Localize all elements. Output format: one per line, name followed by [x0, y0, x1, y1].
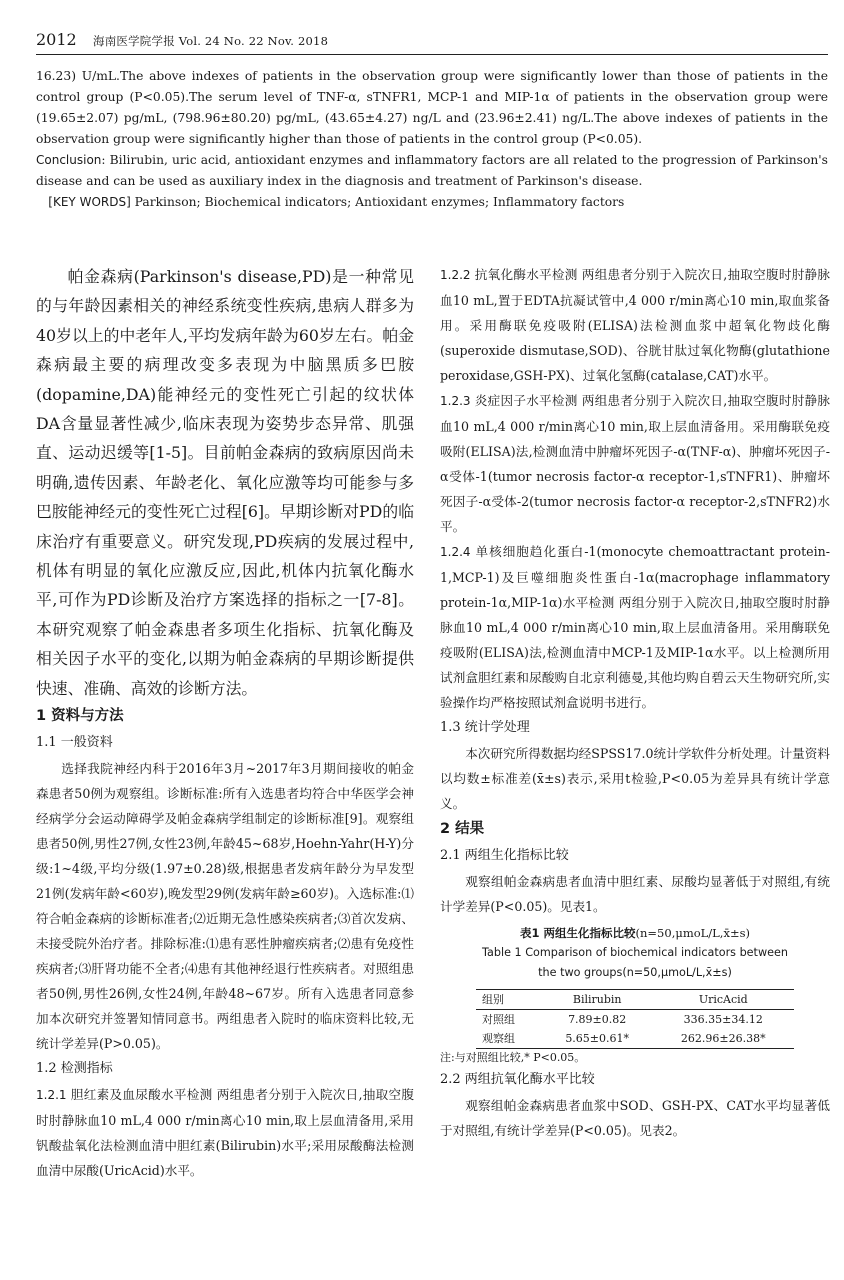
section-1-2-2 — [440, 262, 830, 388]
section-1-3-title: 1.3 统计学处理 — [440, 720, 530, 735]
page-header — [36, 30, 828, 55]
table-cell: 5.65±0.61* — [565, 1032, 630, 1045]
section-1-3-text: 本次研究所得数据均经SPSS17.0统计学软件分析处理。计量资料以均数±标准差(x̄±s)表示,采用t检验,P<0.05为差异具有统计学意义。 — [440, 746, 830, 811]
right-column — [440, 262, 830, 1143]
abstract — [36, 66, 828, 213]
abstract-results: 16.23) U/mL.The above indexes of patients in the observation group were significantly lower than those of patients in the control group (P<0.05).The serum level of TNF-α, sTNFR1, MCP-1 and MIP-1α of patients in the observation group were (19.65±2.07) pg/mL, (798.96±80.20) pg/mL, (43.65±4.27) ng/L and (23.96±2.41) ng/L.The above indexes of patients in the observation group were significantly higher than those of patients in the control group (P<0.05). — [36, 69, 828, 146]
section-1-title: 1 资料与方法 — [36, 708, 124, 725]
section-2-1-title: 2.1 两组生化指标比较 — [440, 848, 569, 863]
table-1-caption — [440, 923, 830, 943]
table-header-cell: UricAcid — [698, 993, 748, 1006]
table-row — [476, 1029, 794, 1049]
journal-info: 海南医学院学报 Vol. 24 No. 22 Nov. 2018 — [93, 34, 329, 48]
left-column — [36, 262, 414, 1183]
section-2-1-text: 观察组帕金森病患者血清中胆红素、尿酸均显著低于对照组,有统计学差异(P<0.05)。见表1。 — [440, 874, 830, 914]
section-2-2-title: 2.2 两组抗氧化酶水平比较 — [440, 1072, 595, 1087]
table-header-cell: Bilirubin — [572, 993, 622, 1006]
table-header-cell: 组别 — [482, 993, 504, 1006]
table-cell: 336.35±34.12 — [683, 1013, 763, 1026]
table-1-caption-label: 表1 两组生化指标比较 — [520, 926, 636, 940]
table-1-caption-unit: (n=50,μmoL/L,x̄±s) — [635, 926, 750, 940]
table-1-caption-en-1: Table 1 Comparison of biochemical indicators between — [482, 946, 788, 959]
table-1 — [476, 989, 794, 1049]
conclusion-label: Conclusion — [36, 153, 102, 167]
table-row — [476, 1010, 794, 1030]
section-1-2-1-text: 胆红素及血尿酸水平检测 两组患者分别于入院次日,抽取空腹时肘静脉血10 mL,4 000 r/min离心10 min,取上层血清备用,采用钒酸盐氧化法检测血清中胆红素(Bilirubin)水平;采用尿酸酶法检测血清中尿酸(UricAcid)水平。 — [36, 1087, 414, 1179]
table-1-note: 注:与对照组比较,* P<0.05。 — [440, 1051, 586, 1064]
table-1-caption-en-2: the two groups(n=50,μmoL/L,x̄±s) — [538, 966, 732, 979]
section-1-2-4 — [440, 539, 830, 715]
keywords-text: Parkinson; Biochemical indicators; Antioxidant enzymes; Inflammatory factors — [130, 195, 625, 209]
section-1-1-title: 1.1 一般资料 — [36, 735, 113, 751]
section-1-2-2-number: 1.2.2 — [440, 268, 471, 282]
table-cell: 观察组 — [482, 1032, 515, 1045]
section-1-2-3 — [440, 388, 830, 539]
table-cell: 7.89±0.82 — [568, 1013, 627, 1026]
section-1-2-4-number: 1.2.4 — [440, 545, 471, 559]
table-header-row — [476, 990, 794, 1010]
table-cell: 对照组 — [482, 1013, 515, 1026]
section-1-2-3-number: 1.2.3 — [440, 394, 471, 408]
table-cell: 262.96±26.38* — [680, 1032, 766, 1045]
section-1-2-2-text: 抗氧化酶水平检测 两组患者分别于入院次日,抽取空腹时肘静脉血10 mL,置于EDTA抗凝试管中,4 000 r/min离心10 min,取血浆备用。采用酶联免疫吸附(ELISA)法检测血浆中超氧化物歧化酶(superoxide dismutase,SOD)、谷胱甘肽过氧化物酶(glutathione peroxidase,GSH-PX)、过氧化氢酶(catalase,CAT)水平。 — [440, 267, 830, 383]
intro-paragraph: 帕金森病(Parkinson's disease,PD)是一种常见的与年龄因素相关的神经系统变性疾病,患病人群多为40岁以上的中老年人,平均发病年龄为60岁左右。帕金森病最主要的病理改变多表现为中脑黑质多巴胺(dopamine,DA)能神经元的变性死亡引起的纹状体DA含量显著性减少,临床表现为姿势步态异常、肌强直、运动迟缓等[1-5]。目前帕金森病的致病原因尚未明确,遗传因素、年龄老化、氧化应激等均可能参与多巴胺能神经元的变性死亡过程[6]。早期诊断对PD的临床治疗有重要意义。研究发现,PD疾病的发展过程中,机体有明显的氧化应激反应,因此,机体内抗氧化酶水平,可作为PD诊断及治疗方案选择的指标之一[7-8]。本研究观察了帕金森患者多项生化指标、抗氧化酶及相关因子水平的变化,以期为帕金森病的早期诊断提供快速、准确、高效的诊断方法。 — [36, 267, 414, 698]
keywords-label: [KEY WORDS] — [48, 195, 131, 209]
section-1-2-1 — [36, 1082, 414, 1183]
section-2-2-text: 观察组帕金森病患者血浆中SOD、GSH-PX、CAT水平均显著低于对照组,有统计学差异(P<0.05)。见表2。 — [440, 1098, 830, 1138]
section-1-2-1-number: 1.2.1 — [36, 1088, 67, 1103]
section-1-2-3-text: 炎症因子水平检测 两组患者分别于入院次日,抽取空腹时肘静脉血10 mL,4 000 r/min离心10 min,取上层血清备用。采用酶联免疫吸附(ELISA)法,检测血清中肿瘤坏死因子-α(TNF-α)、肿瘤坏死因子-α受体-1(tumor necrosis factor-α receptor-1,sTNFR1)、肿瘤坏死因子-α受体-2(tumor necrosis factor-α receptor-2,sTNFR2)水平。 — [440, 393, 830, 534]
abstract-conclusion — [36, 150, 828, 192]
keywords — [36, 192, 828, 213]
section-1-1-text: 选择我院神经内科于2016年3月~2017年3月期间接收的帕金森患者50例为观察组。诊断标准:所有入选患者均符合中华医学会神经病学分会运动障碍学及帕金森病学组制定的诊断标准[9]。观察组患者50例,男性27例,女性23例,年龄45~68岁,Hoehn-Yahr(H-Y)分级:1~4级,平均分级(1.97±0.28)级,根据患者发病年龄分为早发型21例(发病年龄<60岁),晚发型29例(发病年龄≥60岁)。入选标准:⑴符合帕金森病的诊断标准者;⑵近期无急性感染疾病者;⑶首次发病、未接受院外治疗者。排除标准:⑴患有恶性肿瘤疾病者;⑵患有免疫性疾病者;⑶肝肾功能不全者;⑷患有其他神经退行性疾病者。对照组患者50例,男性26例,女性24例,年龄48~67岁。所有入选患者同意参加本次研究并签署知情同意书。两组患者入院时的临床资料比较,无统计学差异(P>0.05)。 — [36, 761, 414, 1052]
page-number: 2012 — [36, 30, 77, 49]
conclusion-text: : Bilirubin, uric acid, antioxidant enzymes and inflammatory factors are all related to the progression of Parkinson's disease and can be used as auxiliary index in the diagnosis and treatment of Parkinson's disease. — [36, 153, 828, 188]
section-1-2-title: 1.2 检测指标 — [36, 1061, 113, 1077]
section-1-2-4-text: 单核细胞趋化蛋白-1(monocyte chemoattractant protein-1,MCP-1)及巨噬细胞炎性蛋白-1α(macrophage inflammatory protein-1α,MIP-1α)水平检测 两组分别于入院次日,抽取空腹时肘静脉血10 mL,4 000 r/min离心10 min,取上层血清备用。采用酶联免疫吸附(ELISA)法,检测血清中MCP-1及MIP-1α水平。以上检测所用试剂盒胆红素和尿酸购自北京利德曼,其他均购自碧云天生物研究所,实验操作均严格按照试剂盒说明书进行。 — [440, 544, 830, 710]
section-2-title: 2 结果 — [440, 821, 485, 837]
